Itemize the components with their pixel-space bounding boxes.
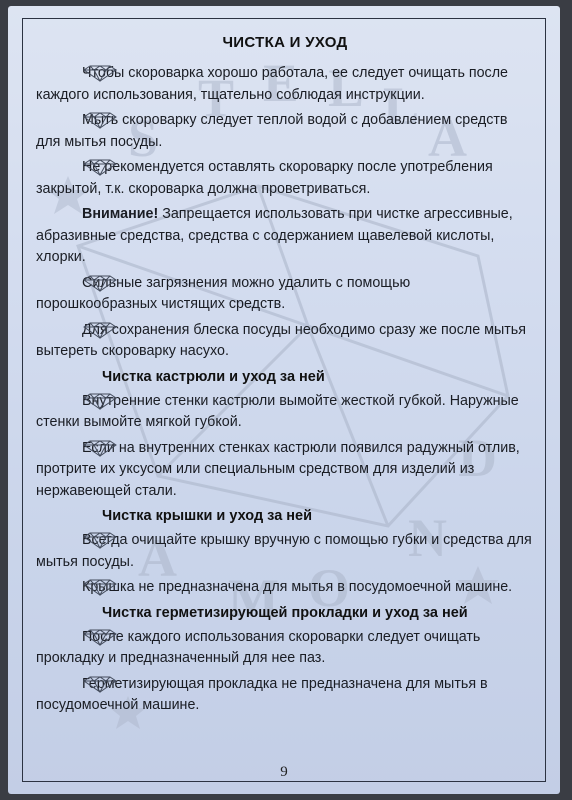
- item-text: Внутренние стенки кастрюли вымойте жесткой губкой. Наружные стенки вымойте мягкой губкой.: [36, 392, 519, 430]
- svg-text:L: L: [383, 76, 420, 136]
- page-title: ЧИСТКА И УХОД: [222, 34, 348, 51]
- svg-text:A: A: [138, 528, 177, 588]
- svg-text:M: M: [228, 568, 279, 628]
- item-text: Сильные загрязнения можно удалить с помощью порошкообразных чистящих средств.: [36, 274, 411, 312]
- item-text: Герметизирующая прокладка не предназначена для мытья в посудомоечной машине.: [36, 675, 488, 713]
- item-text: Для сохранения блеска посуды необходимо сразу же после мытья вытереть скороварку насухо.: [36, 321, 526, 359]
- instruction-item: [36, 320, 534, 363]
- cleaning-instructions: [36, 34, 534, 721]
- instruction-item: [36, 674, 534, 717]
- svg-text:T: T: [198, 68, 235, 128]
- instruction-item: [36, 577, 534, 599]
- instruction-item: [36, 438, 534, 503]
- svg-text:L: L: [328, 58, 365, 118]
- diamond-icon: [36, 629, 72, 646]
- diamond-icon: [36, 65, 72, 82]
- instruction-item: [36, 391, 534, 434]
- section-heading: Чистка герметизирующей прокладки и уход за ней: [102, 604, 468, 621]
- diamond-icon: [36, 532, 72, 549]
- section-heading: Чистка крышки и уход за ней: [102, 508, 313, 524]
- diamond-icon: [36, 393, 72, 410]
- svg-text:N: N: [408, 508, 447, 568]
- item-text: После каждого использования скороварки следует очищать прокладку и предназначенный для нее паз.: [36, 628, 481, 666]
- diamond-icon: [36, 579, 72, 596]
- warning-label: Внимание!: [82, 206, 159, 222]
- item-text: Мыть скороварку следует теплой водой с добавлением средств для мытья посуды.: [36, 112, 508, 150]
- section: [36, 369, 534, 503]
- item-text: Если на внутренних стенках кастрюли появился радужный отлив, протрите их уксусом или специальным средством для изделий из нержавеющей стали.: [36, 439, 520, 499]
- diamond-icon: [36, 440, 72, 457]
- page-number: 9: [280, 764, 288, 780]
- general-list: [36, 273, 534, 363]
- diamond-icon: [36, 112, 72, 129]
- svg-text:D: D: [458, 428, 497, 488]
- diamond-icon: [36, 676, 72, 693]
- item-text: Крышка не предназначена для мытья в посудомоечной машине.: [82, 579, 513, 595]
- diamond-icon: [36, 322, 72, 339]
- section-heading: Чистка кастрюли и уход за ней: [102, 368, 325, 385]
- sections: [36, 369, 534, 717]
- instruction-item: [36, 273, 534, 316]
- diamond-icon: [36, 275, 72, 292]
- svg-text:O: O: [308, 558, 351, 618]
- section: [36, 605, 534, 717]
- instruction-item: [36, 530, 534, 573]
- diamond-icon: [36, 159, 72, 176]
- section: [36, 508, 534, 599]
- instruction-item: [36, 110, 534, 153]
- instruction-item: [36, 157, 534, 200]
- svg-text:S: S: [128, 108, 159, 168]
- item-text: Чтобы скороварка хорошо работала, ее следует очищать после каждого использования, тщательно соблюдая инструкции.: [36, 65, 508, 103]
- instruction-item: [36, 627, 534, 670]
- svg-text:A: A: [428, 108, 467, 168]
- intro-list: [36, 63, 534, 200]
- item-text: Не рекомендуется оставлять скороварку после употребления закрытой, т.к. скороварка должна проветриваться.: [36, 159, 493, 197]
- warning-text: Запрещается использовать при чистке агрессивные, абразивные средства, средства с содержанием щавелевой кислоты, хлорки.: [36, 206, 513, 265]
- instruction-item: [36, 63, 534, 106]
- manual-page: [8, 6, 560, 794]
- item-text: Всегда очищайте крышку вручную с помощью губки и средства для мытья посуды.: [36, 532, 532, 570]
- svg-text:E: E: [263, 53, 300, 113]
- warning-paragraph: [36, 204, 534, 269]
